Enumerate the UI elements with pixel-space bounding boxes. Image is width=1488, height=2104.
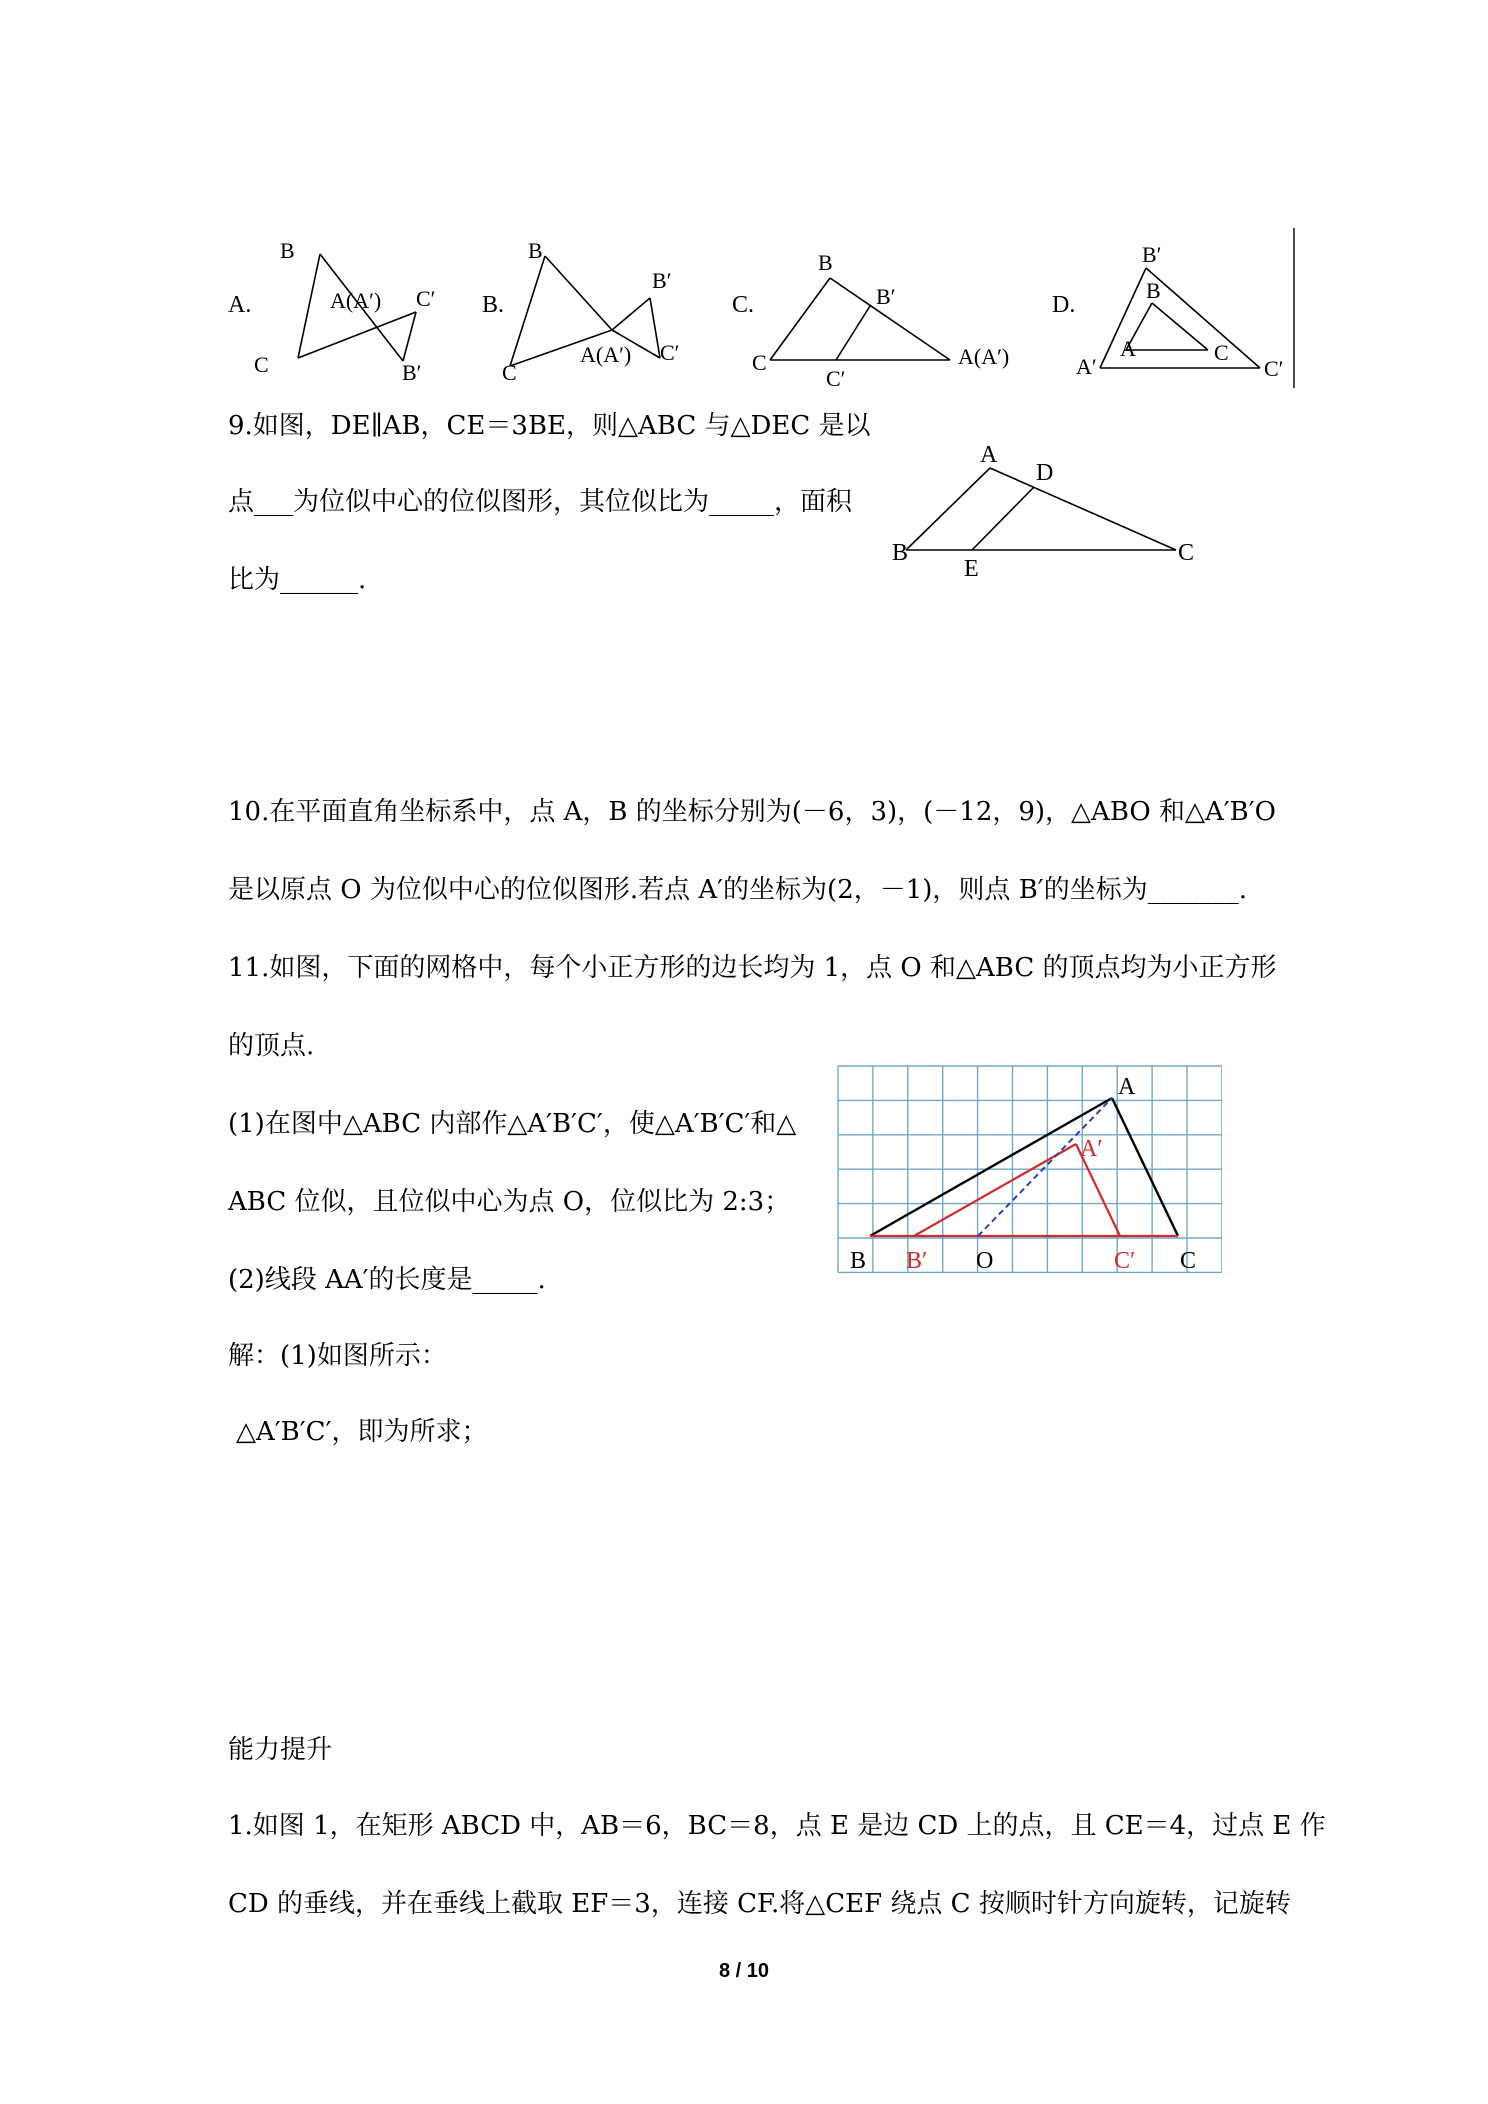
option-b-label-c: C (502, 360, 517, 385)
option-c-label-c: C (752, 350, 767, 375)
p1-line-2: CD 的垂线，并在垂线上截取 EF＝3，连接 CF.将△CEF 绕点 C 按顺时针方向旋转，记旋转 (228, 1889, 1291, 1919)
q11-label-b: B (850, 1248, 867, 1274)
option-c-label-a: A(A′) (958, 344, 1010, 369)
p1-line-1: 1.如图 1，在矩形 ABCD 中，AB＝6，BC＝8，点 E 是边 CD 上的点，且 CE＝4，过点 E 作 (228, 1811, 1326, 1841)
q9-figure (880, 434, 1210, 584)
q11-line-2: 的顶点. (228, 1031, 315, 1061)
option-b-figure (482, 238, 680, 385)
option-a-label-b2: B′ (402, 360, 422, 385)
options-figure-row (220, 228, 1310, 388)
q9-label-e: E (964, 556, 979, 582)
option-c-figure (732, 250, 1009, 388)
option-d-label-a2: A′ (1076, 354, 1097, 379)
option-d-label-c2: C′ (1264, 356, 1284, 381)
q9-line-1: 9.如图，DE∥AB，CE＝3BE，则△ABC 与△DEC 是以 (228, 411, 871, 441)
q9-line-3: 比为______. (228, 565, 367, 595)
option-a-figure (228, 238, 436, 385)
q11-label-c2: C′ (1114, 1248, 1136, 1274)
q11-label-o: O (976, 1248, 994, 1274)
option-a-label-a: A(A′) (330, 288, 382, 313)
option-d-label-c: C (1214, 340, 1229, 365)
q11-line-7: △A′B′C′，即为所求； (236, 1417, 488, 1447)
option-c-label-b2: B′ (876, 284, 896, 309)
q9-line-2: 点___为位似中心的位似图形，其位似比为_____，面积 (228, 487, 853, 517)
option-a-label-c: C (254, 352, 269, 377)
q11-label-a: A (1118, 1074, 1136, 1100)
option-d-label-b: B (1146, 278, 1161, 303)
option-d-figure (1052, 228, 1294, 388)
option-b-label-a: A(A′) (580, 342, 632, 367)
q11-line-4: ABC 位似，且位似中心为点 O，位似比为 2:3； (228, 1187, 791, 1217)
q11-line-6: 解：(1)如图所示： (228, 1341, 447, 1371)
option-d-letter: D. (1052, 292, 1076, 318)
q10-line-2: 是以原点 O 为位似中心的位似图形.若点 A′的坐标为(2，－1)，则点 B′的坐标为_______. (228, 875, 1247, 905)
option-a-label-b: B (280, 238, 295, 263)
option-c-label-c2: C′ (826, 366, 846, 388)
q11-label-b2: B′ (906, 1248, 928, 1274)
page-number: 8 / 10 (718, 1960, 770, 1982)
q9-label-a: A (980, 442, 998, 468)
q11-grid-figure (836, 1064, 1222, 1278)
section-title: 能力提升 (228, 1735, 333, 1765)
q11-line-3: (1)在图中△ABC 内部作△A′B′C′，使△A′B′C′和△ (228, 1109, 797, 1139)
option-b-label-b: B (528, 238, 543, 263)
q9-label-c: C (1178, 540, 1195, 566)
q10-line-1: 10.在平面直角坐标系中，点 A，B 的坐标分别为(－6，3)，(－12，9)，△ABO 和△A′B′O (228, 797, 1276, 827)
option-b-letter: B. (482, 292, 505, 318)
option-d-label-a: A (1120, 336, 1136, 361)
option-b-label-c2: C′ (660, 340, 680, 365)
option-a-label-c2: C′ (416, 286, 436, 311)
q11-line-1: 11.如图，下面的网格中，每个小正方形的边长均为 1，点 O 和△ABC 的顶点均为小正方形 (228, 953, 1277, 983)
option-c-letter: C. (732, 292, 755, 318)
q9-label-d: D (1036, 460, 1054, 486)
option-c-label-b: B (818, 250, 833, 275)
q11-label-c: C (1180, 1248, 1197, 1274)
q9-label-b: B (892, 540, 909, 566)
q11-line-5: (2)线段 AA′的长度是_____. (228, 1265, 546, 1295)
option-d-label-b2: B′ (1142, 242, 1162, 267)
option-b-label-b2: B′ (652, 268, 672, 293)
q11-label-a2: A′ (1080, 1136, 1103, 1162)
option-a-letter: A. (228, 292, 252, 318)
